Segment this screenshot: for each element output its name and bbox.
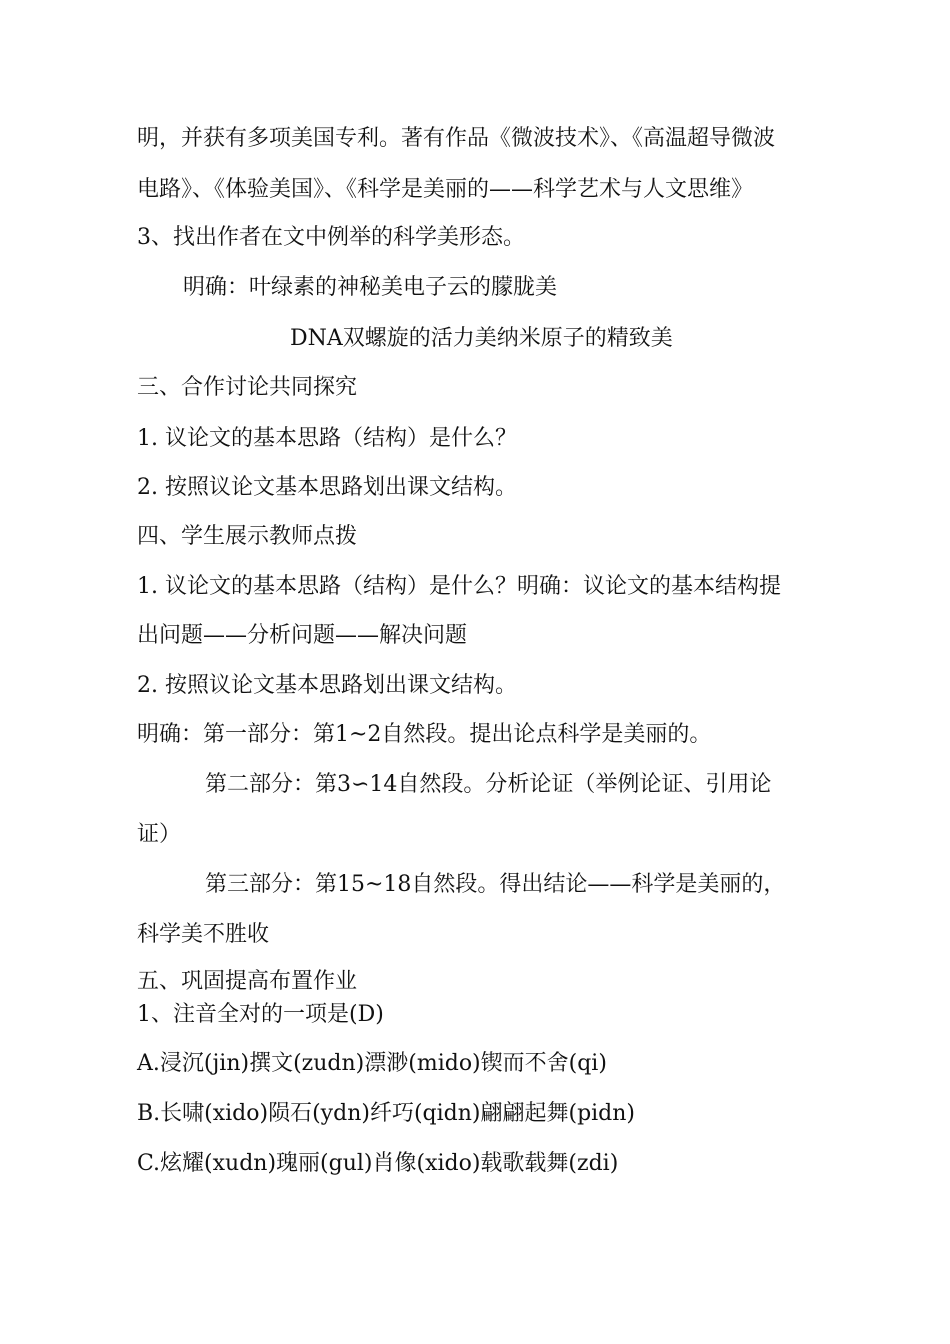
option-c: C.炫耀(xudn)瑰丽(gul)肖像(xido)载歌载舞(zdi) [137, 1151, 619, 1176]
text-line-11: 出问题——分析问题——解决问题 [137, 623, 468, 648]
text-line-17: 科学美不胜收 [137, 922, 270, 947]
text-line-10: 1. 议论文的基本思路（结构）是什么？明确：议论文的基本结构提 [137, 574, 781, 599]
text-line-15: 证） [137, 822, 182, 847]
section-heading-4: 四、学生展示教师点拨 [137, 524, 358, 549]
text-line-1: 明，并获有多项美国专利。著有作品《微波技术》、《高温超导微波 [137, 126, 776, 151]
text-line-13: 明确：第一部分：第1~2自然段。提出论点科学是美丽的。 [137, 722, 712, 747]
text-line-14: 第二部分：第3∽14自然段。分析论证（举例论证、引用论 [205, 772, 772, 797]
text-line-12: 2. 按照议论文基本思路划出课文结构。 [137, 673, 517, 698]
section-heading-5: 五、巩固提高布置作业 [137, 969, 358, 994]
option-b: B.长啸(xido)陨石(ydn)纤巧(qidn)翩翩起舞(pidn) [137, 1101, 636, 1126]
option-a: A.浸沉(jin)撰文(zudn)漂渺(mido)锲而不舍(qi) [137, 1051, 607, 1076]
question-1: 1、注音全对的一项是(D) [137, 1002, 384, 1027]
text-line-5: DNA双螺旋的活力美纳米原子的精致美 [290, 326, 673, 351]
text-line-2: 电路》、《体验美国》、《科学是美丽的——科学艺术与人文思维》 [137, 177, 754, 202]
text-line-4: 明确：叶绿素的神秘美电子云的朦胧美 [183, 275, 558, 300]
text-line-16: 第三部分：第15~18自然段。得出结论——科学是美丽的， [205, 872, 786, 897]
text-line-3: 3、找出作者在文中例举的科学美形态。 [137, 225, 525, 250]
text-line-7: 1. 议论文的基本思路（结构）是什么？ [137, 426, 517, 451]
section-heading-3: 三、合作讨论共同探究 [137, 375, 358, 400]
text-line-8: 2. 按照议论文基本思路划出课文结构。 [137, 475, 517, 500]
